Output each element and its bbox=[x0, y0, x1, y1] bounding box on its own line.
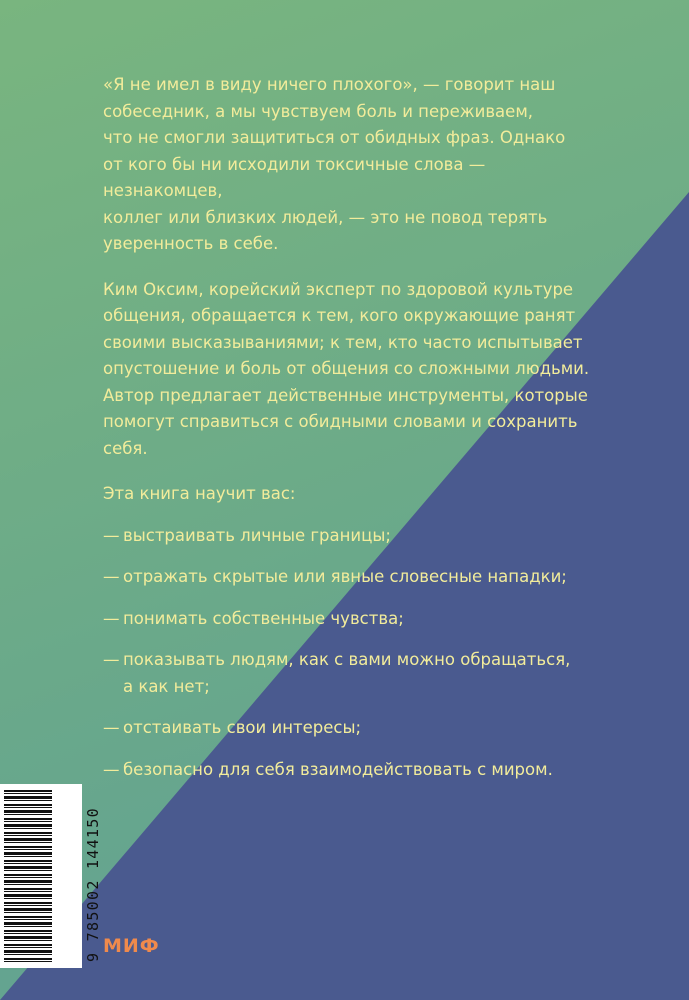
list-item-text: понимать собственные чувства; bbox=[123, 608, 404, 628]
list-item-text: выстраивать личные границы; bbox=[123, 525, 391, 545]
list-item-text: отражать скрытые или явные словесные нападки; bbox=[123, 567, 567, 586]
list-dash: — bbox=[103, 525, 120, 545]
list-item-text: безопасно для себя взаимодействовать с миром. bbox=[123, 759, 553, 779]
list-item bbox=[103, 564, 603, 591]
list-item bbox=[103, 715, 603, 742]
blurb-paragraph-2: Ким Оксим, корейский эксперт по здоровой культуре общения, обращается к тем, кого окружающие ранят своими высказываниями; к тем, кто часто испытывает опустошение и боль от общения со сложными людьми. Автор предлагает действенные инструменты, которые помогут справиться с обидными словами и сохранить себя. bbox=[103, 279, 590, 458]
list-dash: — bbox=[103, 608, 120, 628]
list-intro: Эта книга научит вас: bbox=[103, 484, 296, 503]
list-dash: — bbox=[103, 718, 120, 737]
list-dash: — bbox=[103, 650, 120, 669]
publisher-logo: МИФ bbox=[103, 935, 160, 957]
barcode-bars bbox=[4, 790, 52, 962]
list-item bbox=[103, 647, 603, 700]
barcode-digits: 9 785002 144150 bbox=[84, 807, 102, 962]
list-dash: — bbox=[103, 567, 120, 586]
skills-list bbox=[103, 523, 603, 784]
list-item bbox=[103, 523, 603, 550]
list-dash: — bbox=[103, 759, 120, 779]
blurb-paragraph-1: «Я не имел в виду ничего плохого», — говорит наш собеседник, а мы чувствуем боль и переживаем, что не смогли защититься от обидных фраз. Однако от кого бы ни исходили токсичные слова — незнакомцев, коллег или близких людей, — это не повод терять уверенность в себе. bbox=[103, 75, 566, 253]
list-item bbox=[103, 757, 603, 784]
list-item bbox=[103, 606, 603, 633]
list-item-text: отстаивать свои интересы; bbox=[123, 718, 362, 737]
list-item-text: показывать людям, как с вами можно обращаться, а как нет; bbox=[123, 650, 571, 696]
isbn-barcode bbox=[0, 784, 102, 968]
blurb-text bbox=[103, 72, 603, 798]
